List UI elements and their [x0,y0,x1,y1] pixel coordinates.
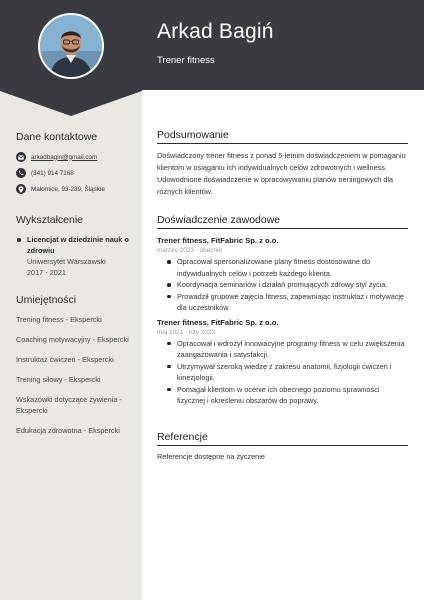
location-pin-icon [16,184,26,194]
contact-location [16,183,132,195]
duty-item: Opracował i wdrożył innowacyjne programy fitness w celu zwiększenia zaangażowania i satysfakcji. [157,338,408,361]
job-duties [157,256,408,314]
education-section [16,214,132,278]
job-entry [157,317,408,407]
experience-section [157,214,408,407]
phone-icon [16,168,26,178]
skill-item: Edukacja zdrowotna - Ekspercki [16,426,120,435]
job-entry [157,235,408,314]
skill-item: Trening siłowy - Ekspercki [16,375,101,384]
job-duties [157,338,408,407]
skill-item: Trening fitness - Ekspercki [16,315,102,324]
email-link[interactable]: arkadbagin@gmail.com [31,153,98,161]
contact-phone [16,167,132,179]
location-text: Małomice, 93-239, Śląskie [31,185,105,193]
duty-item: Pomagał klientom w ocenie ich obecnego poziomu sprawności fizycznej i określeniu obszarów do poprawy. [157,384,408,407]
candidate-name: Arkad Bagiń [157,20,274,43]
duty-item: Prowadził grupowe zajęcia fitness, zapewniając instruktaż i motywację dla uczestników. [157,291,408,314]
job-dates: maj 2021 - luty 2023 [157,328,215,336]
contact-email [16,151,132,163]
summary-title: Podsumowanie [157,129,408,144]
skill-item: Wskazówki dotyczące żywienia - Ekspercki [16,395,122,415]
education-item [16,234,132,278]
bullet-icon [17,238,21,242]
job-dates: marzec 2023 - obecnie [157,247,223,254]
education-degree: Licencjat w dziedzinie nauk o zdrowiu [27,235,129,255]
skills-title: Umiejętności [16,294,77,306]
experience-title: Doświadczenie zawodowe [157,214,408,229]
references-text: Referencje dostępne na życzenie [157,452,265,461]
contact-title: Dane kontaktowe [16,131,98,143]
skill-item: Coaching motywacyjny - Ekspercki [16,335,129,344]
summary-text: Doświadczony trener fitness z ponad 5-letnim doświadczeniem w pomaganiu klientom w osiąganiu ich indywidualnych celów zdrowotnych i wellness. Udowodnione doświadczenie w opracowywaniu planów treningowych dla różnych klientów. [157,151,406,196]
references-section [157,431,408,461]
duty-item: Koordynacja seminariów i działań promujących zdrowy styl życia. [157,279,408,291]
contact-section [16,131,132,199]
education-years: 2017 - 2021 [27,268,66,277]
header-chevron [0,89,142,117]
email-icon [16,152,26,162]
skill-item: Instruktaż ćwiczeń - Ekspercki [16,355,114,364]
skills-section [16,294,132,445]
job-title: Trener fitness, FitFabric Sp. z o.o. [157,236,279,245]
summary-section [157,129,408,198]
education-title: Wykształcenie [16,214,84,226]
duty-item: Utrzymywał szeroką wiedzę z zakresu anatomii, fizjologii ćwiczeń i kinezjologii. [157,361,408,384]
candidate-role: Trener fitness [157,55,215,66]
profile-photo [40,15,102,77]
education-school: Uniwersytet Warszawski [27,257,106,266]
avatar [40,15,102,77]
job-title: Trener fitness, FitFabric Sp. z o.o. [157,317,279,327]
duty-item: Opracował spersonalizowane plany fitness dostosowane do indywidualnych celów i potrzeb każdego klienta. [157,256,408,279]
references-title: Referencje [157,431,408,446]
phone-text: (341) 914 7168 [31,169,74,177]
